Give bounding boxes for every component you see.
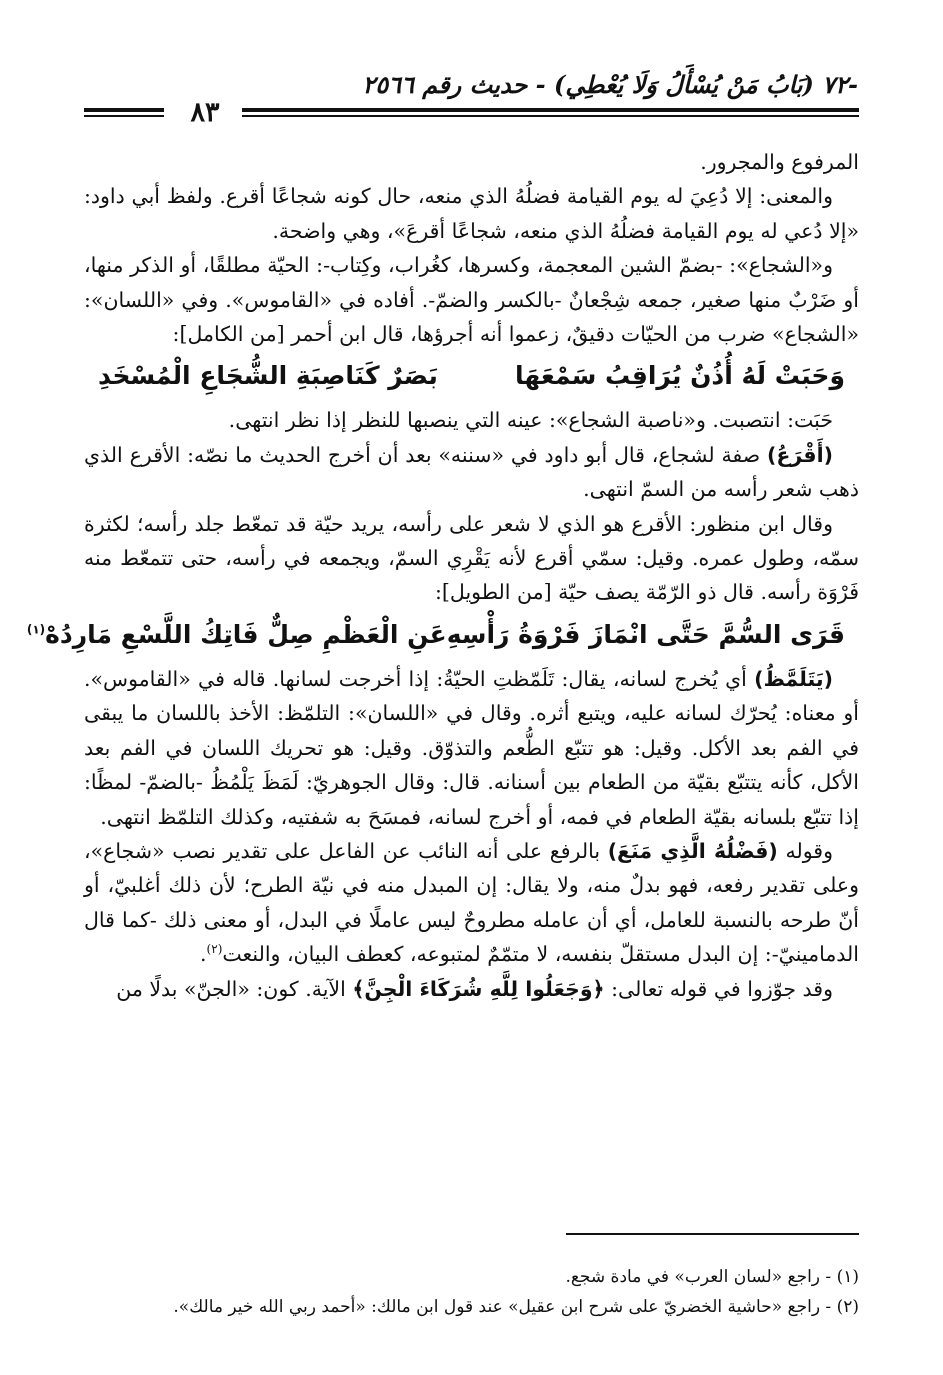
header-rule-long-thick — [242, 108, 859, 112]
verse-1-first-hemistich: وَحَبَتْ لَهُ أُذُنٌ يُرَاقِبُ سَمْعَهَا — [514, 361, 845, 391]
paragraph-8 — [84, 834, 859, 972]
footnote-1: (١) - راجع «لسان العرب» في مادة شجع. — [565, 1267, 859, 1287]
footnote-separator — [566, 1233, 859, 1235]
term-fadluhu: (فَضْلُهُ الَّذِي مَنَعَ) — [607, 838, 778, 863]
body-text — [26, 145, 859, 1006]
header-rule-long-thin — [242, 115, 859, 117]
header-rule-short-thick — [84, 108, 164, 112]
paragraph-8-lead: وقوله — [785, 838, 833, 863]
paragraph-2: والمعنى: إلا دُعِيَ له يوم القيامة فضلُهُ الذي منعه، حال كونه شجاعًا أقرع. ولفظ أبي داود: «إلا دُعي له يوم القيامة فضلُهُ الذي منعه، شجاعًا أقرعَ»، وهي واضحة. — [84, 184, 859, 243]
paragraph-9-before: وقد جوّزوا في قوله تعالى: — [611, 976, 833, 1001]
paragraph-4: حَبَت: انتصبت. و«ناصبة الشجاع»: عينه التي ينصبها للنظر إذا نظر انتهى. — [228, 408, 833, 433]
verse-2-second-hemistich — [27, 616, 447, 654]
running-header: -٧٢ (بَابُ مَنْ يُسْأَلُ وَلَا يُعْطِي) - حديث رقم ٢٥٦٦ — [362, 70, 858, 99]
paragraph-8-text: بالرفع على أنه النائب عن الفاعل على تقدير نصب «شجاع»، وعلى تقدير رفعه، فهو بدلٌ منه، ولا يقال: إن المبدل منه في نيّة الطرح؛ لأن ذلك أغلبيّ، أو أنّ طرحه بالنسبة للعامل، أي أن عامله مطروحٌ ليس عاملًا في البدل، أو معنى ذلك -كما قال الدمامينيّ-: إن البدل مستقلّ بنفسه، لا متمّمٌ لمتبوعه، كعطف البيان، والنعت — [84, 838, 859, 967]
paragraph-5-text: صفة لشجاع، قال أبو داود في «سننه» بعد أن أخرج الحديث ما نصّه: الأقرع الذي ذهب شعر رأسه من السمّ انتهى. — [84, 442, 859, 502]
footnotes — [84, 1262, 859, 1322]
page-number: ٨٣ — [190, 97, 220, 128]
term-yatalammaz: (يَتَلَمَّظُ) — [754, 666, 833, 691]
paragraph-8-end: . — [200, 942, 207, 967]
paragraph-7-text: أي يُخرج لسانه، يقال: تَلَمّظتِ الحيّةُ: إذا أخرجت لسانها. قاله في «القاموس». أو معناه: يُحرّك لسانه عليه، ويتبع أثره. وقال في «اللسان»: التلمّظ: الأخذ باللسان ما يبقى في الفم بعد الأكل. وقيل: هو تتبّع الطُّعم والتذوّق. وقيل: هو تحريك اللسان في الفم بعد الأكل، كأنه يتتبّع بقيّة من الطعام بين أسنانه. قال: وقال الجوهريّ: لَمَظَ يَلْمُظُ -بالضمّ- لمظًا: إذا تتبّع بلسانه بقيّة الطعام في فمه، أو أخرج لسانه، فمسَحَ به شفتيه، وكذلك التلمّظ انتهى. — [84, 666, 859, 829]
verse-2-second-text: عَنِ الْعَظْمِ صِلٌّ فَاتِكُ اللَّسْعِ مَارِدُهْ — [45, 619, 447, 649]
quran-ayah: ﴿وَجَعَلُوا لِلَّهِ شُرَكَاءَ الْجِنَّ﴾ — [352, 976, 605, 1001]
verse-1-second-hemistich: بَصَرٌ كَنَاصِبَةِ الشُّجَاعِ الْمُسْخَدِ — [98, 361, 438, 391]
paragraph-3: و«الشجاع»: -بضمّ الشين المعجمة، وكسرها، كغُراب، وكِتاب-: الحيّة مطلقًا، أو الذكر منها، أو ضَرْبٌ منها صغير، جمعه شِجْعانٌ -بالكسر والضمّ-. أفاده في «القاموس». وفي «اللسان»: «الشجاع» ضرب من الحيّات دقيقٌ، زعموا أنه أجرؤها، قال ابن أحمر [من الكامل]: — [84, 253, 859, 347]
footnote-ref-1: (١) — [26, 622, 46, 637]
verse-ibn-ahmar — [84, 351, 859, 403]
footnote-2: (٢) - راجع «حاشية الخضريّ على شرح ابن عقيل» عند قول ابن مالك: «أحمد ربي الله خير مالك». — [173, 1297, 859, 1317]
header-rule-short-thin — [84, 115, 164, 117]
paragraph-9 — [84, 972, 859, 1006]
paragraph-7 — [84, 662, 859, 834]
paragraph-9-after: الآية. كون: «الجنّ» بدلًا من — [116, 976, 346, 1001]
paragraph-1: المرفوع والمجرور. — [700, 150, 859, 174]
footnote-ref-2: (٢) — [206, 942, 223, 957]
term-aqra: (أَقْرَعُ) — [767, 442, 833, 467]
paragraph-6: وقال ابن منظور: الأقرع هو الذي لا شعر على رأسه، يريد حيّة قد تمعّط جلد رأسه؛ لكثرة سمّه، وطول عمره. وقيل: سمّي أقرع لأنه يَقْرِي السمّ، ويجمعه في رأسه، حتى تتمعّط منه فَرْوَة رأسه. قال ذو الرّمّة يصف حيّة [من الطويل]: — [84, 511, 859, 605]
paragraph-5 — [84, 438, 859, 507]
verse-dhu-al-rumma — [26, 610, 859, 662]
verse-2-first-hemistich: قَرَى السُّمَّ حَتَّى انْمَازَ فَرْوَةُ رَأْسِهِ — [446, 619, 845, 649]
